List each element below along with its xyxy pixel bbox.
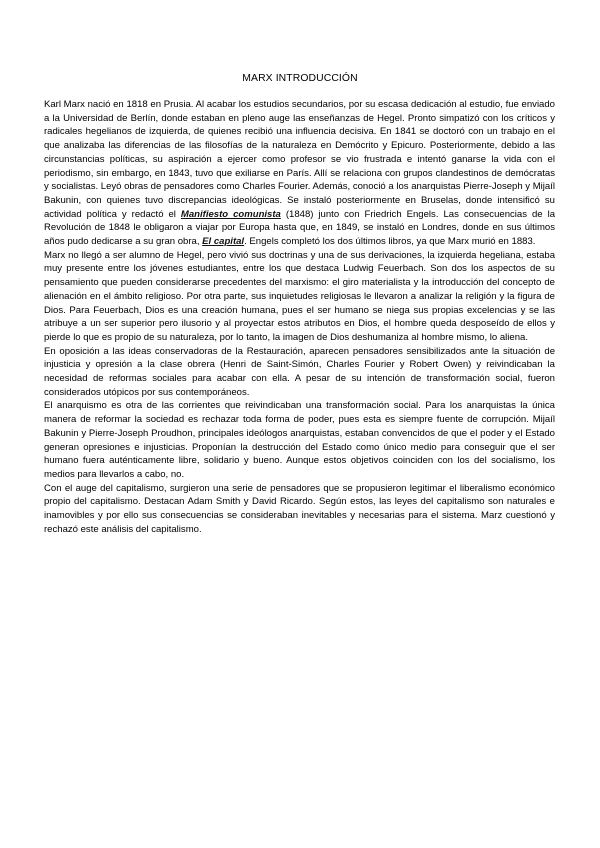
paragraph-capitalism: Con el auge del capitalismo, surgieron una serie de pensadores que se propusieron legitimar el liberalismo económico propio del capitalismo. Destacan Adam Smith y David Ricardo. Según estos, las leyes del capitalismo son naturales e inamovibles y por ello sus consecuencias se consideraban inevitables y necesarias para el sistema. Marz cuestionó y rechazó este análisis del capitalismo. [44,482,555,535]
paragraph-biography [44,98,555,249]
paragraph-hegel-feuerbach: Marx no llegó a ser alumno de Hegel, pero vivió sus doctrinas y una de sus derivaciones, la izquierda hegeliana, estaba muy presente entre los jóvenes estudiantes, entre los que destaca Ludwig Feuerbach. Son dos los aspectos de su pensamiento que pueden considerarse precedentes del marxismo: el giro materialista y la introducción del concepto de alienación en el ámbito religioso. Por otra parte, sus inquietudes religiosas le llevaron a analizar la religión y la figura de Dios. Para Feuerbach, Dios es una creación humana, pues el ser humano se niega sus propias excelencias y se las atribuye a un ser superior pero ilusorio y al proyectar estos atributos en Dios, el hombre queda desposeído de ellos y pierde lo que es propio de su naturaleza, por lo tanto, la imagen de Dios deshumaniza al hombre mismo, lo aliena. [44,249,555,343]
paragraph-anarchism: El anarquismo es otra de las corrientes que reivindicaban una transformación social. Para los anarquistas la única manera de reformar la sociedad es rechazar toda forma de poder, pues esta es siempre fuente de corrupción. Mijaíl Bakunin y Pierre-Joseph Proudhon, principales ideólogos anarquistas, estaban convencidos de que el poder y el Estado generan opresiones e injusticias. Proponían la destrucción del Estado como único medio para conseguir que el ser humano fuera auténticamente libre, solidario y bueno. Aunque estos objetivos coinciden con los del socialismo, los medios para llevarlos a cabo, no. [44,400,555,480]
page-title: MARX INTRODUCCIÓN [242,73,358,84]
paragraph-biography-text-b: (1848) junto con Friedrich Engels. Las consecuencias de la Revolución de 1848 le obligaron a viajar por Europa hasta que, en 1849, se instaló en Londres, donde en sus últimos años pudo dedicarse a su gran obra, [44,208,556,248]
manifiesto-comunista-link[interactable]: Manifiesto comunista [180,208,281,220]
document-body [44,98,555,537]
paragraph-biography-text-c: . Engels completó los dos últimos libros, ya que Marx murió en 1883. [244,236,536,248]
paragraph-utopian-socialism: En oposición a las ideas conservadoras de la Restauración, aparecen pensadores sensibilizados ante la situación de injusticia y opresión a la clase obrera (Henri de Saint-Simón, Charles Fourier y Robert Owen) y reivindicaban la necesidad de reformas sociales para acabar con ella. A pesar de su intención de transformación social, fueron considerados utópicos por sus contemporáneos. [44,345,555,398]
paragraph-biography-text-a: Karl Marx nació en 1818 en Prusia. Al acabar los estudios secundarios, por su escasa dedicación al estudio, fue enviado a la Universidad de Berlín, donde estaban en pleno auge las enseñanzas de Hegel. Pronto simpatizó con los críticos y radicales hegelianos de izquierda, de quienes recibió una influencia decisiva. En 1841 se doctoró con un trabajo en el que analizaba las diferencias de las filosofías de la naturaleza en Demócrito y Epicuro. Posteriormente, debido a las circunstancias políticas, su aspiración a ejercer como profesor se vio frustrada e intentó ganarse la vida con el periodismo, sin embargo, en 1843, tuvo que exiliarse en París. Allí se relaciona con grupos clandestinos de demócratas y socialistas. Leyó obras de pensadores como Charles Fourier. Además, conoció a los anarquistas Pierre-Joseph y Mijaíl Bakunin, con quienes tuvo discrepancias ideológicas. Se instaló posteriormente en Bruselas, donde intensificó su actividad política y redactó el [44,99,556,220]
el-capital-link[interactable]: El capital [202,236,245,248]
